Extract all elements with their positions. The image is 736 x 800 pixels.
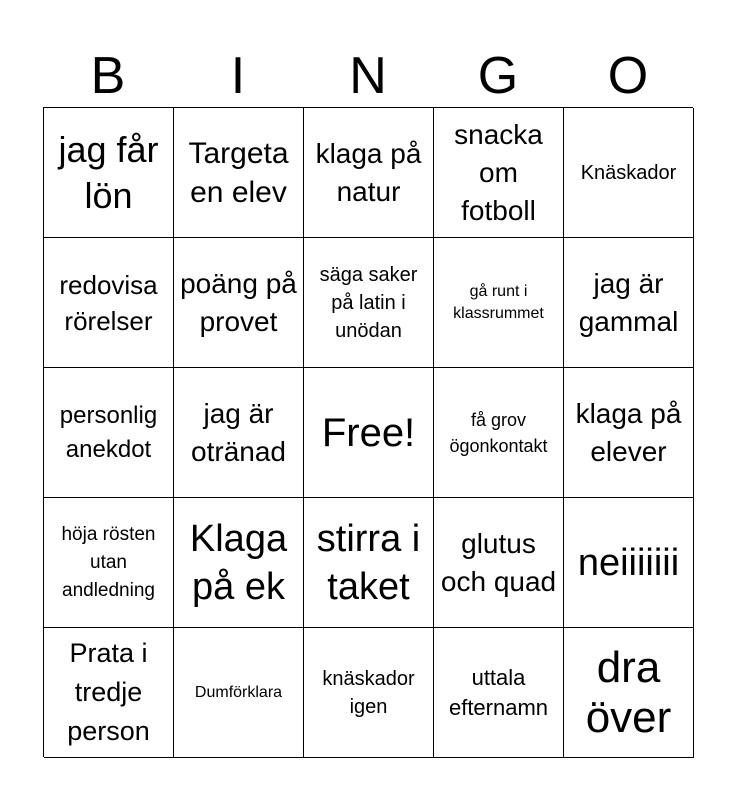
bingo-cell-r4c1[interactable] bbox=[44, 498, 174, 628]
bingo-cell-r5c2[interactable] bbox=[174, 628, 304, 758]
cell-label: klaga på natur bbox=[315, 137, 422, 207]
cell-label: glutus och quad bbox=[440, 527, 557, 597]
bingo-cell-r3c2[interactable] bbox=[174, 368, 304, 498]
bingo-cell-r1c1[interactable] bbox=[44, 108, 174, 238]
cell-label: få grov ögonkontakt bbox=[449, 409, 548, 456]
cell-label: höja rösten utan andledning bbox=[61, 523, 156, 601]
cell-label: dra över bbox=[585, 642, 672, 742]
bingo-cell-r5c5[interactable] bbox=[564, 628, 694, 758]
cell-label: Klaga på ek bbox=[189, 517, 288, 608]
bingo-cell-r4c5[interactable] bbox=[564, 498, 694, 628]
cell-label: jag är otränad bbox=[191, 397, 286, 467]
cell-label: jag är gammal bbox=[578, 267, 679, 337]
cell-label: poäng på provet bbox=[180, 267, 297, 337]
bingo-cell-r4c4[interactable] bbox=[434, 498, 564, 628]
cell-label: redovisa rörelser bbox=[59, 269, 158, 336]
header-letter-g: G bbox=[477, 47, 519, 105]
cell-label: Free! bbox=[321, 410, 416, 455]
cell-label: snacka om fotboll bbox=[454, 118, 543, 226]
bingo-cell-r3c4[interactable] bbox=[434, 368, 564, 498]
bingo-cell-r2c1[interactable] bbox=[44, 238, 174, 368]
cell-label: Prata i tredje person bbox=[67, 638, 150, 746]
bingo-cell-r1c4[interactable] bbox=[434, 108, 564, 238]
cell-label: neiiiiiii bbox=[577, 541, 680, 584]
bingo-cell-r1c3[interactable] bbox=[304, 108, 434, 238]
bingo-grid bbox=[43, 107, 693, 757]
header-letter-i: I bbox=[230, 47, 246, 105]
bingo-cell-r1c2[interactable] bbox=[174, 108, 304, 238]
header-letter-n: N bbox=[349, 47, 387, 105]
bingo-cell-r5c1[interactable] bbox=[44, 628, 174, 758]
cell-label: gå runt i klassrummet bbox=[453, 282, 544, 322]
cell-label: Targeta en elev bbox=[188, 136, 289, 209]
bingo-cell-r3c5[interactable] bbox=[564, 368, 694, 498]
cell-label: klaga på elever bbox=[575, 397, 682, 467]
bingo-cell-r5c4[interactable] bbox=[434, 628, 564, 758]
cell-label: Dumförklara bbox=[194, 683, 283, 701]
cell-label: jag får lön bbox=[58, 128, 159, 216]
header-letter-b: B bbox=[90, 47, 126, 105]
cell-label: knäskador igen bbox=[322, 667, 415, 718]
bingo-cell-r2c3[interactable] bbox=[304, 238, 434, 368]
bingo-header bbox=[43, 46, 693, 106]
bingo-cell-free[interactable] bbox=[304, 368, 434, 498]
header-letter-o: O bbox=[607, 47, 649, 105]
cell-label: uttala efternamn bbox=[448, 664, 549, 720]
bingo-cell-r2c4[interactable] bbox=[434, 238, 564, 368]
bingo-cell-r4c2[interactable] bbox=[174, 498, 304, 628]
cell-label: Knäskador bbox=[580, 161, 677, 184]
bingo-cell-r2c2[interactable] bbox=[174, 238, 304, 368]
cell-label: personlig anekdot bbox=[59, 401, 158, 463]
cell-label: säga saker på latin i unödan bbox=[319, 263, 418, 342]
bingo-cell-r1c5[interactable] bbox=[564, 108, 694, 238]
bingo-cell-r3c1[interactable] bbox=[44, 368, 174, 498]
bingo-cell-r2c5[interactable] bbox=[564, 238, 694, 368]
cell-label: stirra i taket bbox=[316, 517, 421, 608]
bingo-cell-r5c3[interactable] bbox=[304, 628, 434, 758]
bingo-cell-r4c3[interactable] bbox=[304, 498, 434, 628]
